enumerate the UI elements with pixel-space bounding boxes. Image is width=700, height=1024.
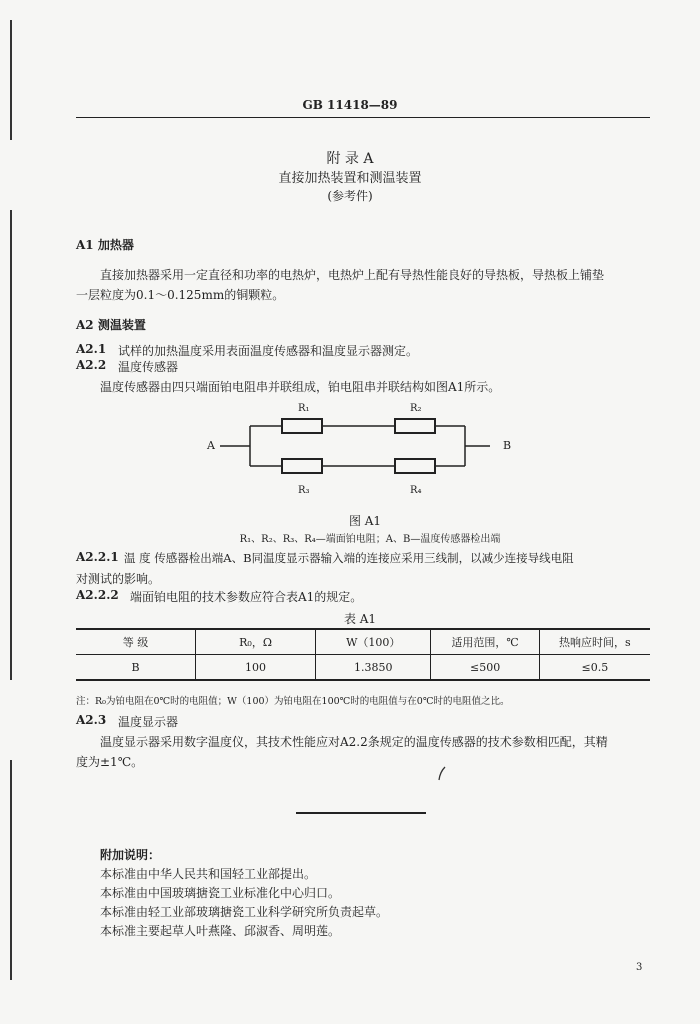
- additional-note-line: 本标准由轻工业部玻璃搪瓷工业科学研究所负责起草。: [100, 905, 389, 919]
- binding-margin-line: [10, 20, 12, 140]
- section-a221-number: A2.2.1: [76, 550, 119, 564]
- section-a22-number: A2.2: [76, 358, 107, 372]
- section-a222-text: 端面铂电阻的技术参数应符合表A1的规定。: [130, 590, 363, 604]
- appendix-note: (参考件): [327, 189, 373, 203]
- additional-note-line: 本标准主要起草人叶燕隆、邱淑香、周明莲。: [100, 924, 341, 938]
- section-a21-text: 试样的加热温度采用表面温度传感器和温度显示器测定。: [118, 344, 419, 358]
- figure-legend: R₁、R₂、R₃、R₄—端面铂电阻；A、B—温度传感器检出端: [239, 534, 501, 545]
- resistor-label-r2: R₂: [410, 403, 422, 414]
- separator-rule: [296, 812, 426, 814]
- table-cell: ≤0.5: [539, 655, 650, 681]
- section-a23-body: 温度显示器采用数字温度仪，其技术性能应对A2.2条规定的温度传感器的技术参数相匹配，其精: [100, 735, 608, 749]
- resistor-label-r1: R₁: [298, 403, 310, 414]
- resistor-label-r3: R₃: [298, 485, 310, 496]
- binding-margin-line: [10, 760, 12, 980]
- table-caption: 表 A1: [343, 612, 377, 626]
- section-a23-number: A2.3: [76, 713, 107, 727]
- table-cell: 100: [196, 655, 316, 681]
- section-a22-text: 温度传感器: [118, 360, 179, 374]
- table-header-cell: 热响应时间，s: [539, 629, 650, 655]
- table-cell: B: [76, 655, 196, 681]
- section-a221-text: 温 度 传感器检出端A、B同温度显示器输入端的连接应采用三线制，以减少连接导线电阻: [124, 551, 574, 565]
- section-a1-heading: A1 加热器: [76, 238, 134, 252]
- table-header-cell: 适用范围，℃: [431, 629, 539, 655]
- page-number: 3: [636, 962, 643, 973]
- section-a222-number: A2.2.2: [76, 588, 119, 602]
- header-rule: [76, 117, 650, 118]
- section-a21-number: A2.1: [76, 342, 107, 356]
- additional-note-line: 本标准由中华人民共和国轻工业部提出。: [100, 867, 317, 881]
- table-note: 注：R₀为铂电阻在0℃时的电阻值；W（100）为铂电阻在100℃时的电阻值与在0℃时的电阻值之比。: [76, 696, 510, 707]
- section-a1-text: 一层粒度为0.1～0.125mm的铜颗粒。: [76, 288, 285, 302]
- section-a23-body: 度为±1℃。: [76, 755, 144, 769]
- standard-code: GB 11418—89: [302, 98, 398, 112]
- appendix-title: 附 录 A: [326, 151, 374, 167]
- table-cell: ≤500: [431, 655, 539, 681]
- figure-caption: 图 A1: [348, 514, 382, 528]
- terminal-label-a: A: [207, 439, 215, 452]
- table-cell: 1.3850: [316, 655, 431, 681]
- appendix-subtitle: 直接加热装置和测温装置: [278, 171, 422, 186]
- table-header-cell: W（100）: [316, 629, 431, 655]
- table-header-row: [76, 629, 650, 655]
- table-row: [76, 655, 650, 681]
- circuit-diagram: [200, 396, 530, 506]
- section-a22-body: 温度传感器由四只端面铂电阻串并联组成，铂电阻串并联结构如图A1所示。: [100, 380, 501, 394]
- additional-notes-title: 附加说明：: [100, 848, 161, 862]
- table-header-cell: R₀，Ω: [196, 629, 316, 655]
- additional-note-line: 本标准由中国玻璃搪瓷工业标准化中心归口。: [100, 886, 341, 900]
- section-a23-text: 温度显示器: [118, 715, 179, 729]
- resistor-label-r4: R₄: [410, 485, 422, 496]
- section-a2-heading: A2 测温装置: [76, 318, 146, 332]
- section-a221-text: 对测试的影响。: [76, 572, 161, 586]
- parameter-table: [76, 628, 650, 681]
- terminal-label-b: B: [503, 439, 512, 452]
- stray-pen-mark: [436, 766, 448, 782]
- table-header-cell: 等 级: [76, 629, 196, 655]
- section-a1-text: 直接加热器采用一定直径和功率的电热炉，电热炉上配有导热性能良好的导热板，导热板上铺垫: [100, 268, 605, 282]
